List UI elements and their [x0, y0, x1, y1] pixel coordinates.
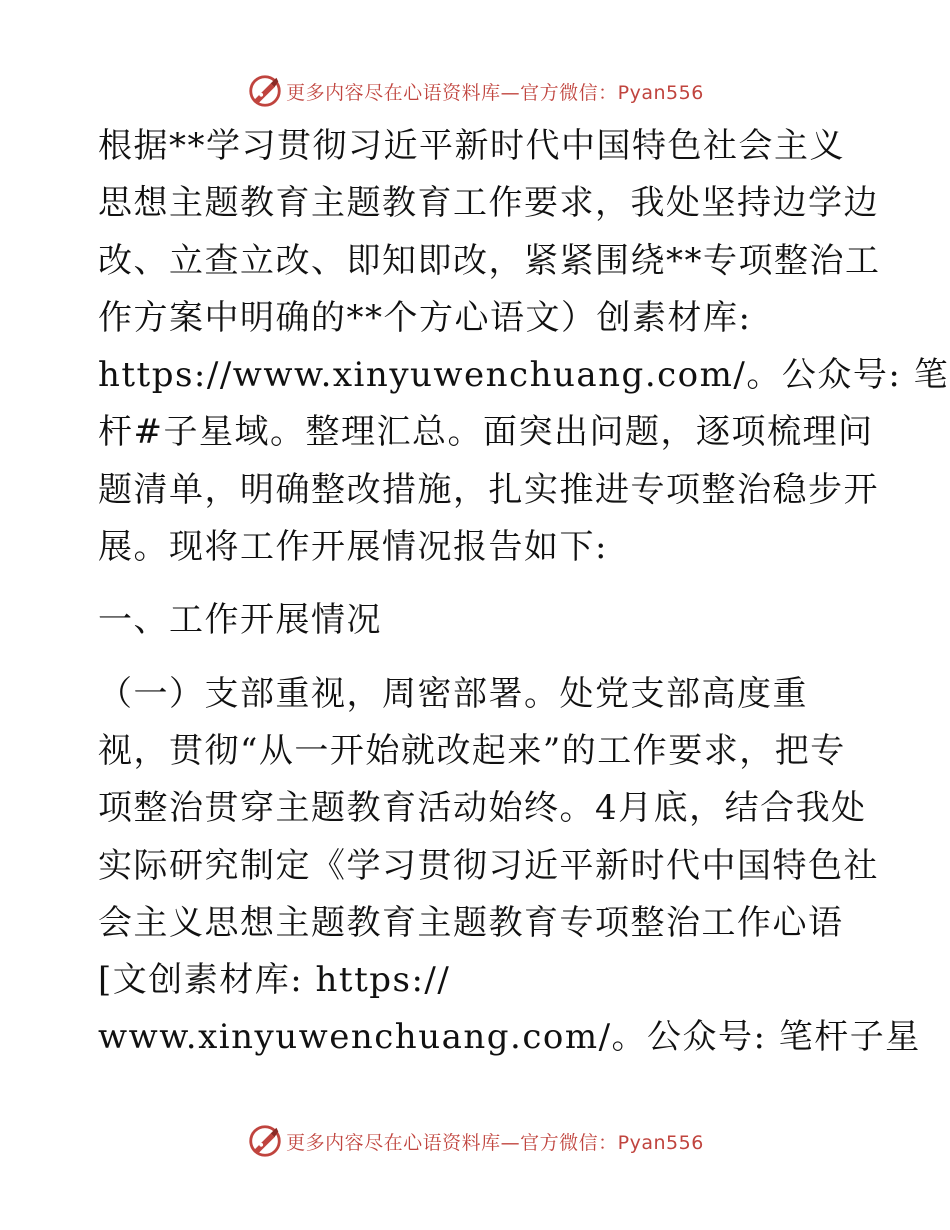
footer-banner-text: 更多内容尽在心语资料库—官方微信：Pyan556 [286, 1131, 704, 1154]
pen-logo-icon [246, 72, 284, 110]
intro-line-1: 根据**学习贯彻习近平新时代中国特色社会主义 [98, 126, 845, 166]
intro-line-3: 改、立查立改、即知即改，紧紧围绕**专项整治工 [98, 240, 881, 281]
document-body [98, 118, 950, 1067]
pen-logo-icon [246, 1122, 284, 1160]
subsection-line-2: 视，贯彻“从一开始就改起来”的工作要求，把专 [98, 730, 846, 771]
intro-line-8: 展。现将工作开展情况报告如下: [98, 527, 608, 568]
intro-line-4: 作方案中明确的**个方心语文）创素材库: [98, 297, 752, 338]
subsection-line-1: （一）支部重视，周密部署。处党支部高度重 [98, 673, 808, 714]
subsection-line-5: 会主义思想主题教育主题教育专项整治工作心语 [98, 902, 844, 943]
header-banner [0, 71, 950, 111]
section-heading: 一、工作开展情况 [98, 600, 382, 641]
subsection-line-6: [文创素材库: https:// [98, 960, 451, 1001]
subsection-line-7: www.xinyuwenchuang.com/。公众号: 笔杆子星 [98, 1017, 921, 1058]
header-banner-text: 更多内容尽在心语资料库—官方微信：Pyan556 [286, 81, 704, 104]
subsection-line-4: 实际研究制定《学习贯彻习近平新时代中国特色社 [98, 845, 879, 886]
intro-line-5: https://www.xinyuwenchuang.com/。公众号: 笔 [98, 355, 950, 396]
subsection-line-3: 项整治贯穿主题教育活动始终。4月底，结合我处 [98, 788, 867, 829]
intro-line-7: 题清单，明确整改措施，扎实推进专项整治稳步开 [98, 469, 879, 510]
intro-line-2: 思想主题教育主题教育工作要求，我处坚持边学边 [98, 183, 879, 224]
intro-line-6: 杆#子星域。整理汇总。面突出问题，逐项梳理问 [98, 412, 874, 453]
footer-banner [0, 1121, 950, 1161]
